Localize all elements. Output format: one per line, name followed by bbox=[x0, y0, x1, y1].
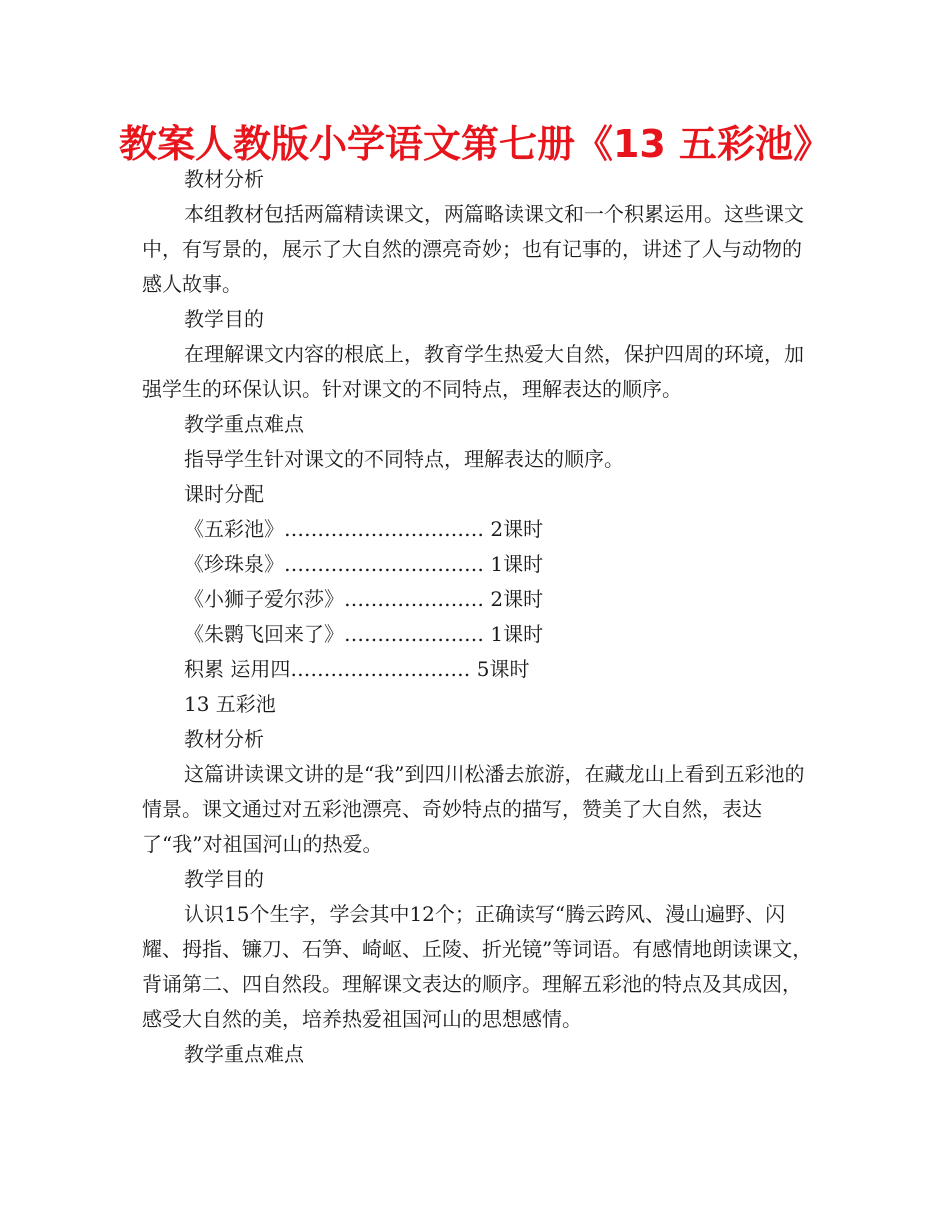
schedule-item: 《朱鹮飞回来了》………………… 1课时 bbox=[184, 622, 544, 646]
paragraph: 指导学生针对课文的不同特点，理解表达的顺序。 bbox=[184, 447, 624, 471]
section-heading: 教学重点难点 bbox=[184, 412, 304, 436]
section-heading: 教学重点难点 bbox=[184, 1042, 304, 1066]
document-body bbox=[142, 162, 814, 1072]
schedule-item: 《小狮子爱尔莎》………………… 2课时 bbox=[184, 587, 544, 611]
schedule-item: 《五彩池》………………………… 2课时 bbox=[184, 517, 544, 541]
paragraph: 认识15个生字，学会其中12个；正确读写“腾云跨风、漫山遍野、闪耀、拇指、镰刀、石笋、崎岖、丘陵、折光镜”等词语。有感情地朗读课文，背诵第二、四自然段。理解课文表达的顺序。理解五彩池的特点及其成因，感受大自然的美，培养热爱祖国河山的思想感情。 bbox=[142, 902, 813, 1031]
paragraph: 这篇讲读课文讲的是“我”到四川松潘去旅游，在藏龙山上看到五彩池的情景。课文通过对五彩池漂亮、奇妙特点的描写，赞美了大自然，表达了“我”对祖国河山的热爱。 bbox=[142, 762, 805, 856]
schedule-item: 积累 运用四……………………… 5课时 bbox=[184, 657, 530, 681]
section-heading: 课时分配 bbox=[184, 482, 264, 506]
schedule-item: 《珍珠泉》………………………… 1课时 bbox=[184, 552, 544, 576]
section-heading: 教学目的 bbox=[184, 867, 264, 891]
lesson-heading: 13 五彩池 bbox=[184, 692, 276, 716]
paragraph: 本组教材包括两篇精读课文，两篇略读课文和一个积累运用。这些课文中，有写景的，展示了大自然的漂亮奇妙；也有记事的，讲述了人与动物的感人故事。 bbox=[142, 202, 804, 296]
section-heading: 教材分析 bbox=[184, 167, 264, 191]
section-heading: 教学目的 bbox=[184, 307, 264, 331]
paragraph: 在理解课文内容的根底上，教育学生热爱大自然，保护四周的环境，加强学生的环保认识。针对课文的不同特点，理解表达的顺序。 bbox=[142, 342, 804, 401]
document-title: 教案人教版小学语文第七册《13 五彩池》 bbox=[118, 122, 832, 166]
section-heading: 教材分析 bbox=[184, 727, 264, 751]
